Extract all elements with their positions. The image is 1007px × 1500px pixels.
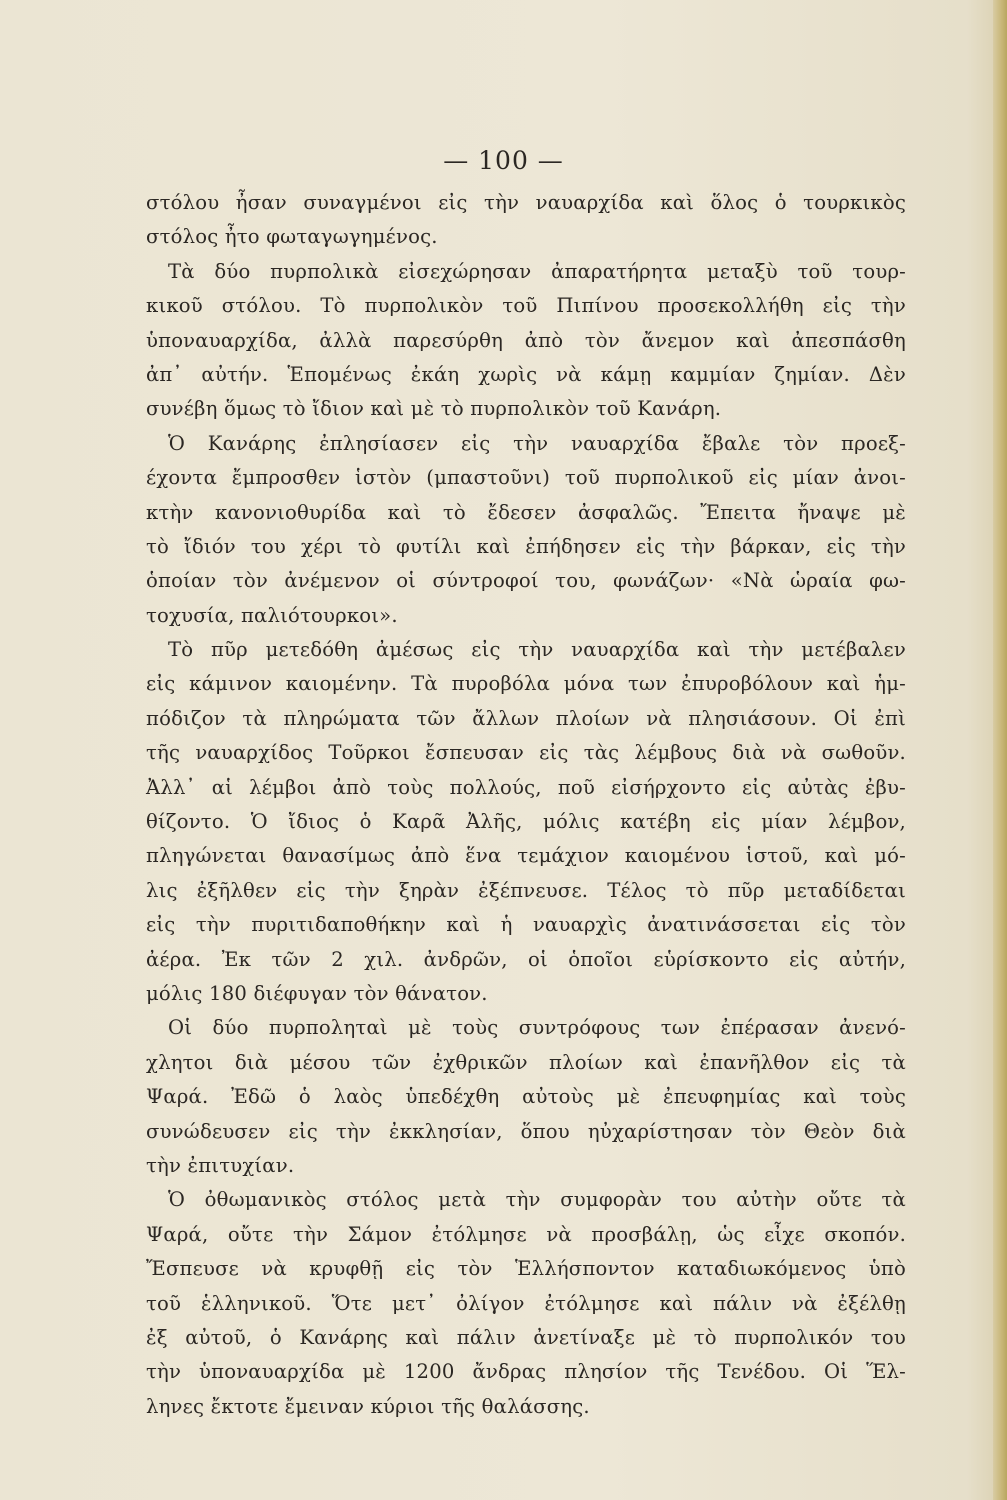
text-line: τὴν ὑποναυαρχίδα μὲ 1200 ἄνδρας πλησίον τῆς Τενέδου. Οἱ Ἕλ- [146,1360,906,1384]
text-line: Ψαρά. Ἐδῶ ὁ λαὸς ὑπεδέχθη αὐτοὺς μὲ ἐπευφημίας καὶ τοὺς [146,1085,906,1109]
text-line: ληνες ἔκτοτε ἔμειναν κύριοι τῆς θαλάσσης. [146,1394,590,1418]
text-line: πληγώνεται θανασίμως ἀπὸ ἕνα τεμάχιον καιομένου ἱστοῦ, καὶ μό- [146,844,906,868]
text-line: Τὰ δύο πυρπολικὰ εἰσεχώρησαν ἀπαρατήρητα μεταξὺ τοῦ τουρ- [168,259,906,283]
text-line: λις ἐξῆλθεν εἰς τὴν ξηρὰν ἐξέπνευσε. Τέλος τὸ πῦρ μεταδίδεται [146,878,906,902]
text-line: έχοντα ἔμπροσθεν ἱστὸν (μπαστοῦνι) τοῦ πυρπολικοῦ εἰς μίαν ἀνοι- [146,466,906,490]
text-line: τοῦ ἑλληνικοῦ. Ὅτε μετ᾽ ὀλίγον ἐτόλμησε καὶ πάλιν νὰ ἐξέλθῃ [146,1291,906,1315]
text-line: κτὴν κανονιοθυρίδα καὶ τὸ ἔδεσεν ἀσφαλῶς. Ἔπειτα ἤναψε μὲ [146,500,906,524]
text-line: συνέβη ὅμως τὸ ἴδιον καὶ μὲ τὸ πυρπολικὸν τοῦ Κανάρη. [146,397,722,421]
text-line: Ἀλλ᾽ αἱ λέμβοι ἀπὸ τοὺς πολλούς, ποῦ εἰσήρχοντο εἰς αὐτὰς ἐβυ- [146,775,906,799]
text-line: στόλος ἦτο φωταγωγημένος. [146,225,438,249]
text-line: Ὁ Κανάρης ἐπλησίασεν εἰς τὴν ναυαρχίδα ἔβαλε τὸν προεξ- [168,431,906,455]
text-line: πόδιζον τὰ πληρώματα τῶν ἄλλων πλοίων νὰ πλησιάσουν. Οἱ ἐπὶ [146,706,906,730]
text-line: ὁποίαν τὸν ἀνέμενον οἱ σύντροφοί του, φωνάζων· «Νὰ ὡραία φω- [146,569,906,593]
text-line: χλητοι διὰ μέσου τῶν ἐχθρικῶν πλοίων καὶ ἐπανῆλθον εἰς τὰ [146,1050,906,1074]
body-text [146,186,906,1424]
text-line: Ψαρά, οὔτε τὴν Σάμον ἐτόλμησε νὰ προσβάλῃ, ὡς εἶχε σκοπόν. [146,1222,906,1246]
text-line: συνώδευσεν εἰς τὴν ἐκκλησίαν, ὅπου ηὐχαρίστησαν τὸν Θεὸν διὰ [146,1119,906,1143]
text-line: Τὸ πῦρ μετεδόθη ἀμέσως εἰς τὴν ναυαρχίδα καὶ τὴν μετέβαλεν [168,638,906,662]
text-line: Οἱ δύο πυρποληταὶ μὲ τοὺς συντρόφους των ἐπέρασαν ἀνενό- [168,1016,906,1040]
page-number: — 100 — [443,146,564,175]
text-line: τὴν ἐπιτυχίαν. [146,1153,295,1177]
text-line: ὑποναυαρχίδα, ἀλλὰ παρεσύρθη ἀπὸ τὸν ἄνεμον καὶ ἀπεσπάσθη [146,328,906,352]
text-line: Ἔσπευσε νὰ κρυφθῇ εἰς τὸν Ἑλλήσποντον καταδιωκόμενος ὑπὸ [146,1257,906,1281]
text-line: ἀπ᾽ αὐτήν. Ἑπομένως ἐκάη χωρὶς νὰ κάμῃ καμμίαν ζημίαν. Δὲν [146,362,906,386]
text-line: στόλου ἦσαν συναγμένοι εἰς τὴν ναυαρχίδα καὶ ὅλος ὁ τουρκικὸς [146,191,906,214]
text-line: ἐξ αὐτοῦ, ὁ Κανάρης καὶ πάλιν ἀνετίναξε μὲ τὸ πυρπολικόν του [146,1325,906,1349]
text-line: τοχυσία, παλιότουρκοι». [146,603,398,627]
page-edge [993,0,1007,1500]
text-line: μόλις 180 διέφυγαν τὸν θάνατον. [146,981,488,1005]
text-line: ἀέρα. Ἐκ τῶν 2 χιλ. ἀνδρῶν, οἱ ὁποῖοι εὑρίσκοντο εἰς αὐτήν, [146,947,906,971]
text-line: τῆς ναυαρχίδος Τοῦρκοι ἔσπευσαν εἰς τὰς λέμβους διὰ νὰ σωθοῦν. [146,741,906,765]
text-line: κικοῦ στόλου. Τὸ πυρπολικὸν τοῦ Πιπίνου προσεκολλήθη εἰς τὴν [146,294,906,318]
text-line: εἰς τὴν πυριτιδαποθήκην καὶ ἡ ναυαρχὶς ἀνατινάσσεται εἰς τὸν [146,913,906,937]
text-line: θίζοντο. Ὁ ἴδιος ὁ Καρᾶ Ἀλῆς, μόλις κατέβη εἰς μίαν λέμβον, [146,810,906,834]
text-line: εἰς κάμινον καιομένην. Τὰ πυροβόλα μόνα των ἐπυροβόλουν καὶ ἡμ- [146,672,906,696]
text-line: τὸ ἴδιόν του χέρι τὸ φυτίλι καὶ ἐπήδησεν εἰς τὴν βάρκαν, εἰς τὴν [146,534,906,558]
text-line: Ὁ ὀθωμανικὸς στόλος μετὰ τὴν συμφορὰν του αὐτὴν οὔτε τὰ [168,1188,906,1212]
